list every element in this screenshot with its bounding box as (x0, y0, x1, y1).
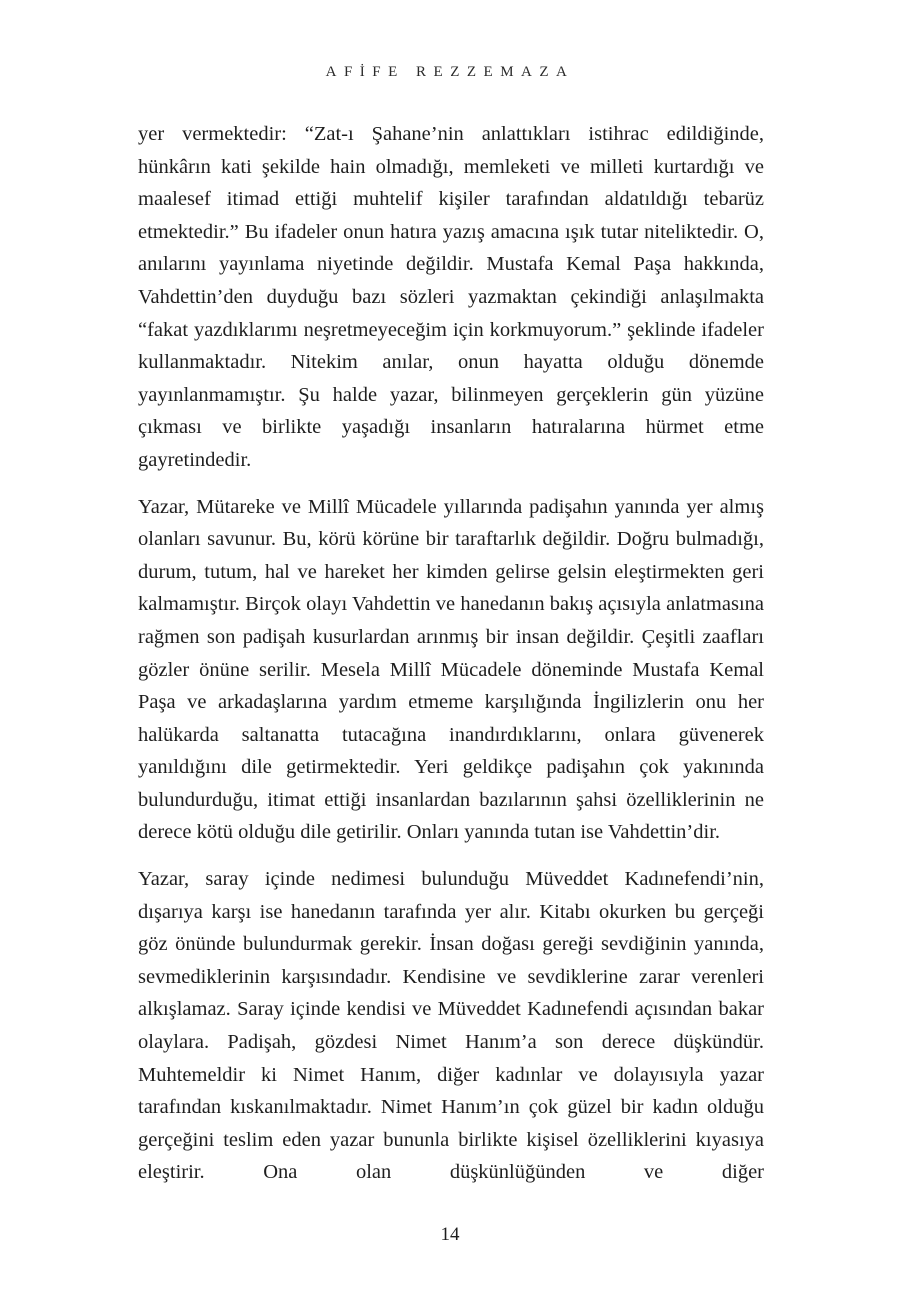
paragraph: Yazar, Mütareke ve Millî Mücadele yıllarında padişahın yanında yer almış olanları savunur. Bu, körü körüne bir taraftarlık değildir. Doğru bulmadığı, durum, tutum, hal ve hareket her kimden gelirse gelsin eleştirmekten geri kalmamıştır. Birçok olayı Vahdettin ve hanedanın bakış açısıyla anlatmasına rağmen son padişah kusurlardan arınmış bir insan değildir. Çeşitli zaafları gözler önüne serilir. Mesela Millî Mücadele döneminde Mustafa Kemal Paşa ve arkadaşlarına yardım etmeme karşılığında İngilizlerin onu her halükarda saltanatta tutacağına inandırdıklarını, onlara güvenerek yanıldığını dile getirmektedir. Yeri geldikçe padişahın çok yakınında bulundurduğu, itimat ettiği insanlardan bazılarının şahsi özelliklerinin ne derece kötü olduğu dile getirilir. Onları yanında tutan ise Vahdettin’dir. (138, 495, 764, 844)
body-text (138, 118, 764, 1203)
running-head: AFİFE REZZEMAZA (325, 64, 575, 80)
page-number: 14 (440, 1224, 460, 1245)
paragraph: yer vermektedir: “Zat-ı Şahane’nin anlattıkları istihrac edildiğinde, hünkârın kati şekilde hain olmadığı, memleketi ve milleti kurtardığı ve maalesef itimad ettiği muhtelif kişiler tarafından aldatıldığı tebarüz etmektedir.” Bu ifadeler onun hatıra yazış amacına ışık tutar niteliktedir. O, anılarını yayınlama niyetinde değildir. Mustafa Kemal Paşa hakkında, Vahdettin’den duyduğu bazı sözleri yazmaktan çekindiği anlaşılmakta “fakat yazdıklarımı neşretmeyeceğim için korkmuyorum.” şeklinde ifadeler kullanmaktadır. Nitekim anılar, onun hayatta olduğu dönemde yayınlanmamıştır. Şu halde yazar, bilinmeyen gerçeklerin gün yüzüne çıkması ve birlikte yaşadığı insanların hatıralarına hürmet etme gayretindedir. (138, 123, 764, 471)
paragraph: Yazar, saray içinde nedimesi bulunduğu Müveddet Kadınefendi’nin, dışarıya karşı ise hanedanın tarafında yer alır. Kitabı okurken bu gerçeği göz önünde bulundurmak gerekir. İnsan doğası gereği sevdiğinin yanında, sevmediklerinin karşısındadır. Kendisine ve sevdiklerine zarar verenleri alkışlamaz. Saray içinde kendisi ve Müveddet Kadınefendi açısından bakar olaylara. Padişah, gözdesi Nimet Hanım’a son derece düşkündür. Muhtemeldir ki Nimet Hanım, diğer kadınlar ve dolayısıyla yazar tarafından kıskanılmaktadır. Nimet Hanım’ın çok güzel bir kadın olduğu gerçeğini teslim eden yazar bununla birlikte kişisel özelliklerini kıyasıya eleştirir. Ona olan düşkünlüğünden ve diğer (138, 868, 764, 1184)
